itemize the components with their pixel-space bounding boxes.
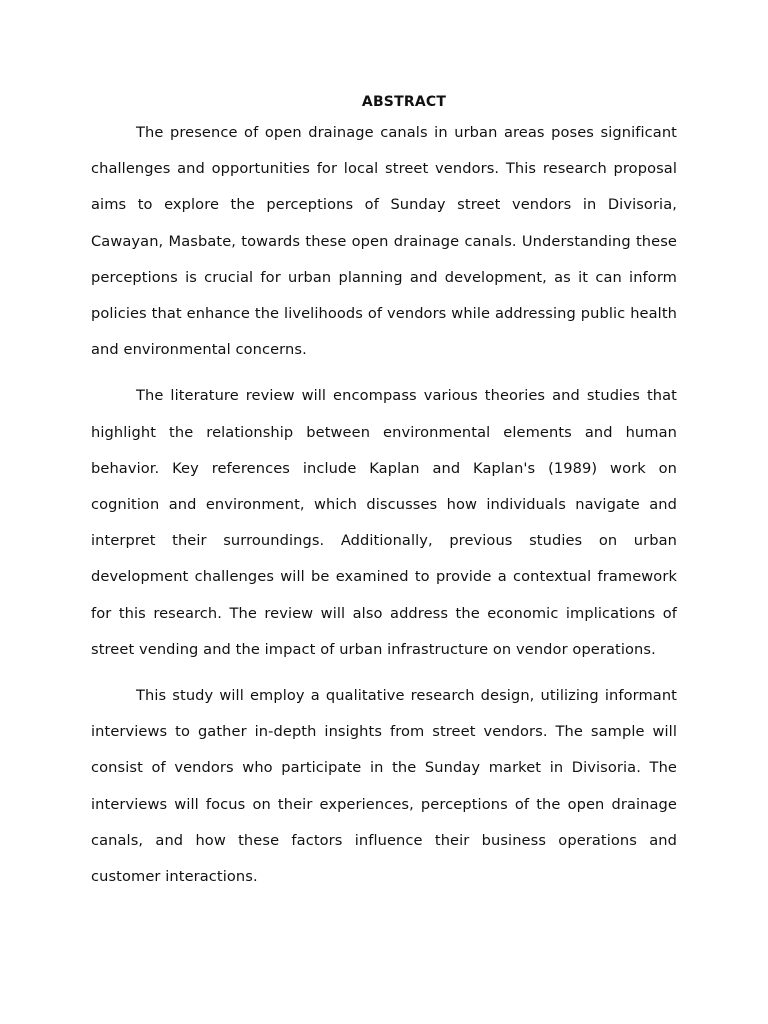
abstract-paragraph-1: The presence of open drainage canals in urban areas poses significant challenges and opportunities for local street vendors. This research proposal aims to explore the perceptions of Sunday street vendors in Divisoria, Cawayan, Masbate, towards these open drainage canals. Understanding these perceptions is crucial for urban planning and development, as it can inform policies that enhance the livelihoods of vendors while addressing public health and environmental concerns.: [91, 124, 677, 359]
abstract-paragraph-3: This study will employ a qualitative research design, utilizing informant interviews to gather in-depth insights from street vendors. The sample will consist of vendors who participate in the Sunday market in Divisoria. The interviews will focus on their experiences, perceptions of the open drainage canals, and how these factors influence their business operations and customer interactions.: [91, 687, 677, 886]
abstract-section: [91, 92, 677, 895]
abstract-heading: ABSTRACT: [361, 94, 447, 110]
abstract-paragraph-2: The literature review will encompass various theories and studies that highlight the relationship between environmental elements and human behavior. Key references include Kaplan and Kaplan's (1989) work on cognition and environment, which discusses how individuals navigate and interpret their surroundings. Additionally, previous studies on urban development challenges will be examined to provide a contextual framework for this research. The review will also address the economic implications of street vending and the impact of urban infrastructure on vendor operations.: [91, 387, 677, 658]
